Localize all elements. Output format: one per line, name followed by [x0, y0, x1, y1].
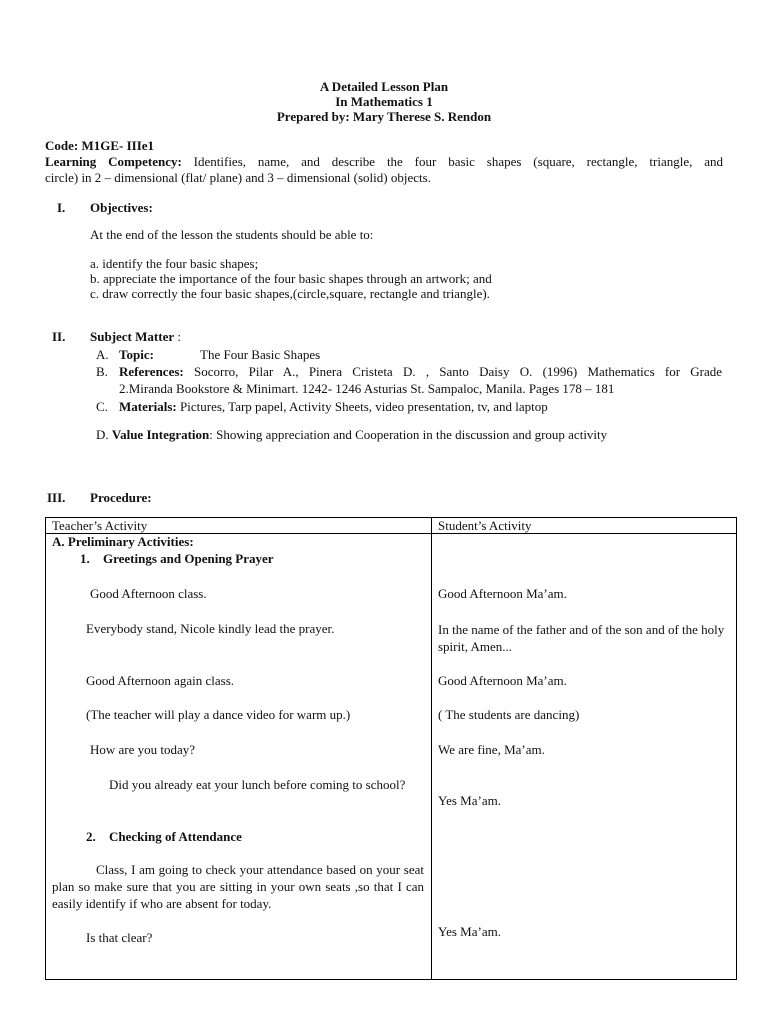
materials-line — [119, 399, 548, 415]
section-a-heading: A. Preliminary Activities: — [52, 534, 194, 549]
teacher-line-7: Class, I am going to check your attendance based on your seat plan so make sure that you are sitting in your own seats ,so that I can easily identify if who are absent for today. — [52, 862, 424, 911]
sub2-heading: Checking of Attendance — [109, 829, 242, 844]
procedure-title: Procedure: — [90, 490, 152, 505]
title-line-2: In Mathematics 1 — [335, 94, 433, 109]
topic-letter: A. — [96, 347, 109, 362]
teacher-line-3: Good Afternoon again class. — [86, 673, 235, 688]
student-line-1: Good Afternoon Ma’am. — [438, 586, 567, 601]
teacher-line-6: Did you already eat your lunch before coming to school? — [109, 777, 406, 792]
subject-numeral: II. — [52, 329, 66, 344]
student-line-3: Good Afternoon Ma’am. — [438, 673, 567, 688]
code-line — [45, 138, 154, 154]
student-column-header — [432, 518, 737, 534]
procedure-numeral: III. — [47, 490, 66, 505]
references-label: References: — [119, 364, 184, 379]
teacher-line-4: (The teacher will play a dance video for warm up.) — [86, 707, 351, 722]
competency-line-2: circle) in 2 – dimensional (flat/ plane) and 3 – dimensional (solid) objects. — [45, 170, 431, 185]
competency-text-1: Identifies, name, and describe the four basic shapes (square, rectangle, triangle, and — [193, 154, 724, 169]
teacher-column-header-text: Teacher’s Activity — [52, 518, 148, 533]
value-integration-label: Value Integration — [111, 427, 210, 442]
sub1-heading: Greetings and Opening Prayer — [103, 551, 274, 566]
subject-title: Subject Matter — [90, 329, 175, 344]
objective-item-c: c. draw correctly the four basic shapes,(circle,square, rectangle and triangle). — [90, 286, 490, 301]
title-line-1: A Detailed Lesson Plan — [319, 79, 449, 94]
materials-value: Pictures, Tarp papel, Activity Sheets, video presentation, tv, and laptop — [180, 399, 548, 414]
student-line-4: ( The students are dancing) — [438, 707, 580, 722]
student-line-7: Yes Ma’am. — [438, 924, 501, 939]
sub2-number: 2. — [86, 829, 96, 844]
student-line-5: We are fine, Ma’am. — [438, 742, 545, 757]
value-integration-line — [96, 427, 607, 443]
student-line-6: Yes Ma’am. — [438, 793, 501, 808]
sub1-number: 1. — [80, 551, 90, 566]
value-integration-letter: D. — [96, 427, 109, 442]
teacher-line-1: Good Afternoon class. — [90, 586, 207, 601]
materials-label: Materials: — [119, 399, 177, 414]
value-integration-value: : Showing appreciation and Cooperation in the discussion and group activity — [209, 427, 608, 442]
references-line-2: 2.Miranda Bookstore & Minimart. 1242- 1246 Asturias St. Sampaloc, Manila. Pages 178 – 181 — [119, 381, 615, 396]
prepared-by: Prepared by: Mary Therese S. Rendon — [276, 109, 492, 124]
topic-label: Topic: — [119, 347, 154, 362]
procedure-table-body-row — [46, 534, 737, 980]
teacher-line-5: How are you today? — [90, 742, 196, 757]
competency-label: Learning Competency: — [45, 154, 182, 169]
code-value: M1GE- IIIe1 — [81, 138, 155, 153]
subject-colon: : — [174, 329, 181, 344]
student-activity-cell — [432, 534, 737, 980]
materials-letter: C. — [96, 399, 108, 414]
objectives-numeral: I. — [57, 200, 66, 215]
code-label: Code: — [45, 138, 79, 153]
references-text-1: Socorro, Pilar A., Pinera Cristeta D. , Santo Daisy O. (1996) Mathematics for Grade — [193, 364, 723, 379]
references-line-1 — [119, 364, 722, 380]
objectives-title: Objectives: — [90, 200, 153, 215]
teacher-line-2: Everybody stand, Nicole kindly lead the prayer. — [86, 621, 335, 636]
student-line-2: In the name of the father and of the son and of the holy spirit, Amen... — [438, 622, 725, 654]
objective-item-b: b. appreciate the importance of the four basic shapes through an artwork; and — [90, 271, 492, 286]
teacher-column-header — [46, 518, 432, 534]
competency-line-1 — [45, 154, 723, 170]
subject-heading — [90, 329, 181, 345]
teacher-line-8: Is that clear? — [86, 930, 153, 945]
references-letter: B. — [96, 364, 108, 379]
procedure-table-header-row — [46, 518, 737, 534]
procedure-table — [45, 517, 737, 980]
topic-value: The Four Basic Shapes — [200, 347, 321, 362]
teacher-activity-cell — [46, 534, 432, 980]
student-column-header-text: Student’s Activity — [438, 518, 532, 533]
objective-item-a: a. identify the four basic shapes; — [90, 256, 259, 271]
objectives-intro: At the end of the lesson the students should be able to: — [90, 227, 374, 242]
